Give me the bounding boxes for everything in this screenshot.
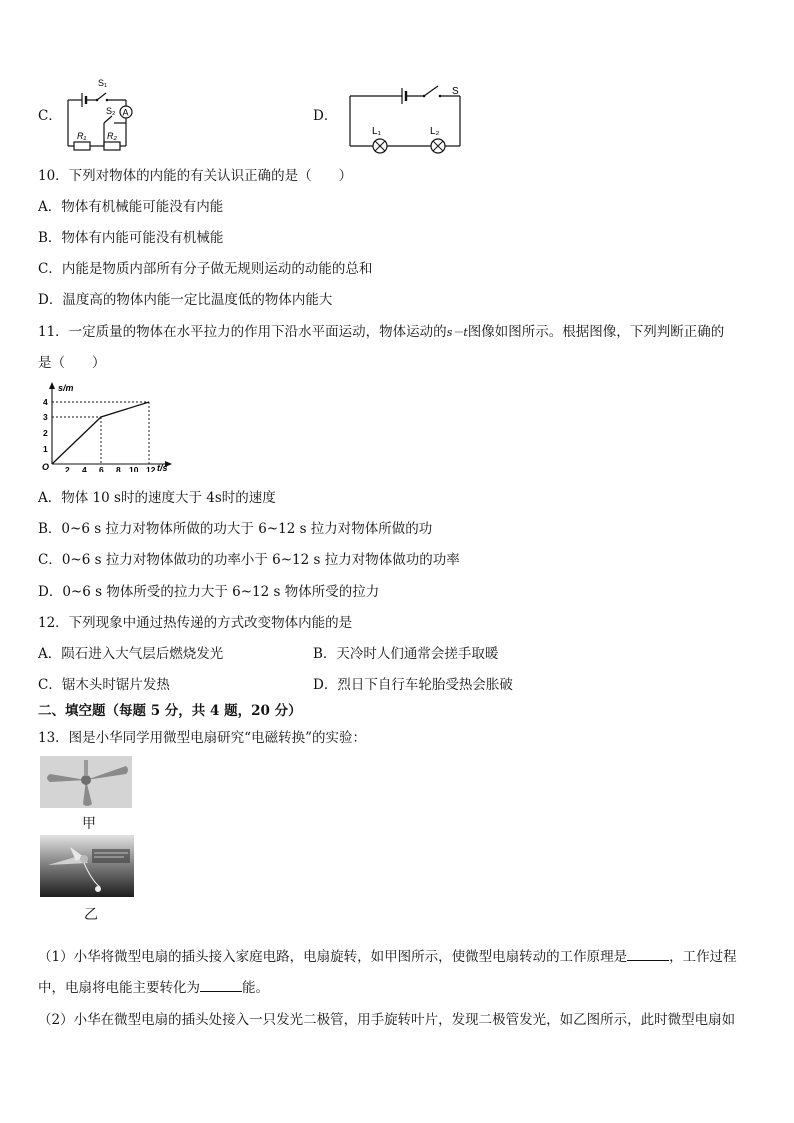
graph-xtick: 4 <box>82 465 87 472</box>
fan-photo-jia <box>40 756 132 808</box>
s-t-graph <box>36 380 176 472</box>
s2-label: S₂ <box>106 106 116 116</box>
q13-part2-line1: （2）小华在微型电扇的插头处接入一只发光二极管，用手旋转叶片，发现二极管发光，如乙图所示，此时微型电扇如 <box>38 1012 736 1028</box>
circuit-diagram-c <box>60 76 138 152</box>
q11-stem-line2: 是（ ） <box>38 355 106 371</box>
q12-option-a: A．陨石进入大气层后燃烧发光 <box>38 646 224 662</box>
q11-stem-line1 <box>38 322 724 343</box>
q12-option-c: C．锯木头时锯片发热 <box>38 677 170 693</box>
q11-option-c: C．0~6 s 拉力对物体做功的功率小于 6~12 s 拉力对物体做功的功率 <box>38 552 460 568</box>
graph-xtick: 10 <box>129 465 139 472</box>
switch-s-label: S <box>452 86 459 97</box>
answer-blank-energy[interactable] <box>200 977 242 992</box>
ammeter-label: A <box>122 107 129 118</box>
q13-part1-line2 <box>38 977 269 998</box>
graph-ytick: 3 <box>43 412 48 422</box>
q10-option-b: B．物体有内能可能没有机械能 <box>38 230 224 246</box>
graph-ytick: 4 <box>43 397 48 407</box>
q9-option-c-label: C． <box>38 108 62 124</box>
q11-option-b: B．0~6 s 拉力对物体所做的功大于 6~12 s 拉力对物体所做的功 <box>38 521 433 537</box>
graph-ytick: 2 <box>43 428 48 438</box>
graph-xtick: 6 <box>99 465 104 472</box>
q13-stem: 13．图是小华同学用微型电扇研究“电磁转换”的实验： <box>38 730 366 746</box>
section-heading: 二、填空题（每题 5 分，共 4 题，20 分） <box>38 703 302 719</box>
q12-option-d: D．烈日下自行车轮胎受热会胀破 <box>313 677 513 693</box>
q13-part1-text-b: ，工作过程 <box>669 949 737 965</box>
fig-label-yi: 乙 <box>84 907 98 923</box>
s1-label: S₁ <box>98 78 108 88</box>
r1-label: R₁ <box>77 131 87 141</box>
q13-part1-line1 <box>38 946 737 967</box>
q10-option-c: C．内能是物质内部所有分子做无规则运动的动能的总和 <box>38 261 373 277</box>
answer-blank-principle[interactable] <box>627 946 669 961</box>
q11-st-symbol: s－t <box>446 326 468 339</box>
q11-stem-part1: 11．一定质量的物体在水平拉力的作用下沿水平面运动，物体运动的 <box>38 324 447 340</box>
q13-part1-text-a: （1）小华将微型电扇的插头接入家庭电路，电扇旋转，如甲图所示，使微型电扇转动的工作原理是 <box>38 949 628 965</box>
lamp-l2-label: L₂ <box>430 126 440 137</box>
q9-option-d-label: D． <box>313 108 338 124</box>
graph-xtick: 2 <box>65 465 70 472</box>
q11-option-d: D．0~6 s 物体所受的拉力大于 6~12 s 物体所受的拉力 <box>38 584 380 600</box>
graph-origin: O <box>42 462 50 472</box>
graph-xtick: 8 <box>116 465 121 472</box>
graph-xlabel: t/s <box>157 463 168 472</box>
q10-stem: 10．下列对物体的内能的有关认识正确的是（ ） <box>38 168 353 184</box>
graph-ytick: 1 <box>43 444 48 454</box>
graph-xtick: 12 <box>146 465 156 472</box>
q10-option-d: D．温度高的物体内能一定比温度低的物体内能大 <box>38 292 333 308</box>
r2-label: R₂ <box>107 131 117 141</box>
graph-ylabel: s/m <box>58 383 74 393</box>
fig-label-jia: 甲 <box>82 816 96 832</box>
q13-part1-text-d: 能。 <box>242 980 269 996</box>
q11-option-a: A．物体 10 s时的速度大于 4s时的速度 <box>38 490 276 506</box>
q13-part1-text-c: 中，电扇将电能主要转化为 <box>38 980 200 996</box>
fan-photo-yi <box>40 835 134 897</box>
circuit-diagram-d <box>342 84 468 158</box>
q12-stem: 12．下列现象中通过热传递的方式改变物体内能的是 <box>38 615 353 631</box>
q11-stem-part2: 图像如图所示。根据图像，下列判断正确的 <box>467 324 725 340</box>
q10-option-a: A．物体有机械能可能没有内能 <box>38 199 224 215</box>
lamp-l1-label: L₁ <box>372 126 381 137</box>
q12-option-b: B．天冷时人们通常会搓手取暖 <box>313 646 499 662</box>
